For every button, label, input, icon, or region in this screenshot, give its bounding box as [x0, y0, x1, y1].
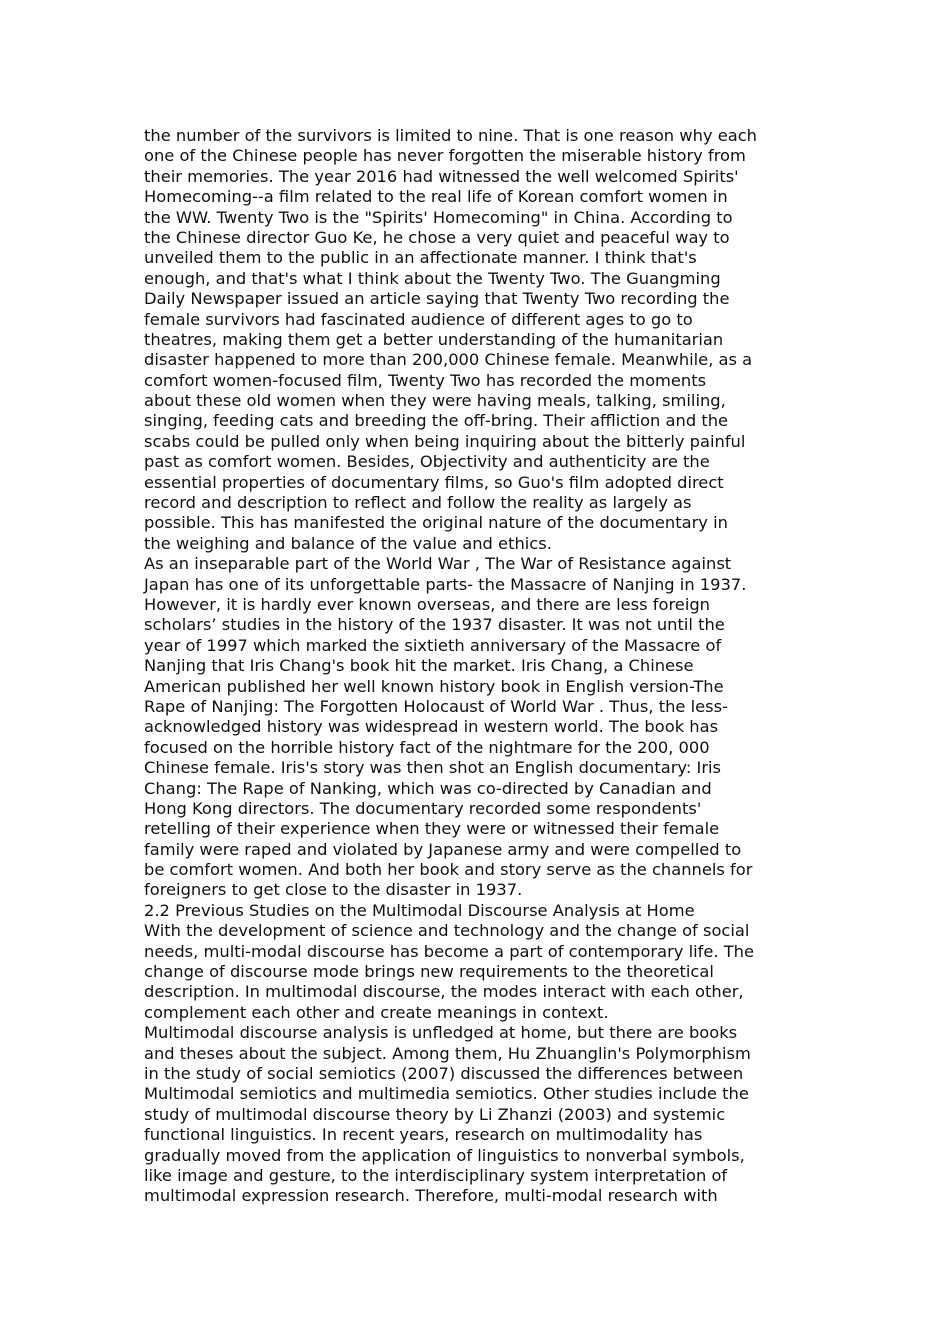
text-line: change of discourse mode brings new requirements to the theoretical [144, 962, 714, 982]
text-line: needs, multi-modal discourse has become a part of contemporary life. The [144, 941, 755, 961]
text-line: foreigners to get close to the disaster in 1937. [144, 880, 523, 900]
text-line: scholars’ studies in the history of the 1937 disaster. It was not until the [144, 615, 725, 635]
text-line: functional linguistics. In recent years, research on multimodality has [144, 1125, 703, 1145]
text-line: theatres, making them get a better understanding of the humanitarian [144, 329, 724, 349]
text-line: Multimodal discourse analysis is unfledged at home, but there are books [144, 1023, 738, 1043]
text-line: the weighing and balance of the value and ethics. [144, 533, 552, 553]
text-line: Japan has one of its unforgettable parts- the Massacre of Nanjing in 1937. [144, 574, 747, 594]
text-line: As an inseparable part of the World War , The War of Resistance against [144, 554, 732, 574]
text-line: 2.2 Previous Studies on the Multimodal Discourse Analysis at Home [144, 900, 695, 920]
text-line: in the study of social semiotics (2007) discussed the differences between [144, 1063, 744, 1083]
text-line: the Chinese director Guo Ke, he chose a very quiet and peaceful way to [144, 227, 730, 247]
text-line: enough, and that's what I think about the Twenty Two. The Guangming [144, 268, 721, 288]
text-line: year of 1997 which marked the sixtieth anniversary of the Massacre of [144, 635, 722, 655]
text-line: acknowledged history was widespread in western world. The book has [144, 717, 719, 737]
text-line: unveiled them to the public in an affectionate manner. I think that's [144, 248, 697, 268]
text-line: scabs could be pulled only when being inquiring about the bitterly painful [144, 431, 746, 451]
text-line: comfort women-focused film, Twenty Two has recorded the moments [144, 370, 707, 390]
text-line: and theses about the subject. Among them, Hu Zhuanglin's Polymorphism [144, 1043, 751, 1063]
text-line: multimodal expression research. Therefore, multi-modal research with [144, 1186, 718, 1206]
text-line: like image and gesture, to the interdisciplinary system interpretation of [144, 1165, 728, 1185]
text-line: description. In multimodal discourse, the modes interact with each other, [144, 982, 744, 1002]
text-line: possible. This has manifested the original nature of the documentary in [144, 513, 728, 533]
text-line: about these old women when they were having meals, talking, smiling, [144, 391, 726, 411]
text-line: the WW. Twenty Two is the "Spirits' Homecoming" in China. According to [144, 207, 733, 227]
text-line: female survivors had fascinated audience of different ages to go to [144, 309, 693, 329]
text-line: singing, feeding cats and breeding the off-bring. Their affliction and the [144, 411, 729, 431]
text-line: be comfort women. And both her book and story serve as the channels for [144, 860, 753, 880]
text-line: complement each other and create meanings in context. [144, 1002, 609, 1022]
text-line: past as comfort women. Besides, Objectivity and authenticity are the [144, 452, 710, 472]
text-line: one of the Chinese people has never forgotten the miserable history from [144, 146, 746, 166]
text-line: disaster happened to more than 200,000 Chinese female. Meanwhile, as a [144, 350, 753, 370]
text-line: focused on the horrible history fact of the nightmare for the 200, 000 [144, 737, 710, 757]
text-line: retelling of their experience when they were or witnessed their female [144, 819, 720, 839]
text-line: However, it is hardly ever known overseas, and there are less foreign [144, 594, 711, 614]
text-line: record and description to reflect and follow the reality as largely as [144, 493, 692, 513]
text-line: gradually moved from the application of linguistics to nonverbal symbols, [144, 1145, 745, 1165]
document-page [144, 126, 814, 1207]
text-line: American published her well known history book in English version-The [144, 676, 724, 696]
text-line: family were raped and violated by Japanese army and were compelled to [144, 839, 742, 859]
text-line: Hong Kong directors. The documentary recorded some respondents' [144, 798, 702, 818]
text-line: Homecoming--a film related to the real life of Korean comfort women in [144, 187, 728, 207]
text-line: study of multimodal discourse theory by Li Zhanzi (2003) and systemic [144, 1104, 726, 1124]
text-line: their memories. The year 2016 had witnessed the well welcomed Spirits' [144, 166, 739, 186]
text-line: Multimodal semiotics and multimedia semiotics. Other studies include the [144, 1084, 749, 1104]
text-line: Chinese female. Iris's story was then shot an English documentary: Iris [144, 758, 722, 778]
text-line: Nanjing that Iris Chang's book hit the market. Iris Chang, a Chinese [144, 656, 694, 676]
text-line: essential properties of documentary films, so Guo's film adopted direct [144, 472, 724, 492]
text-line: With the development of science and technology and the change of social [144, 921, 750, 941]
text-line: the number of the survivors is limited to nine. That is one reason why each [144, 126, 757, 145]
text-line: Chang: The Rape of Nanking, which was co-directed by Canadian and [144, 778, 712, 798]
text-line: Rape of Nanjing: The Forgotten Holocaust of World War . Thus, the less- [144, 696, 728, 716]
text-line: Daily Newspaper issued an article saying that Twenty Two recording the [144, 289, 730, 309]
